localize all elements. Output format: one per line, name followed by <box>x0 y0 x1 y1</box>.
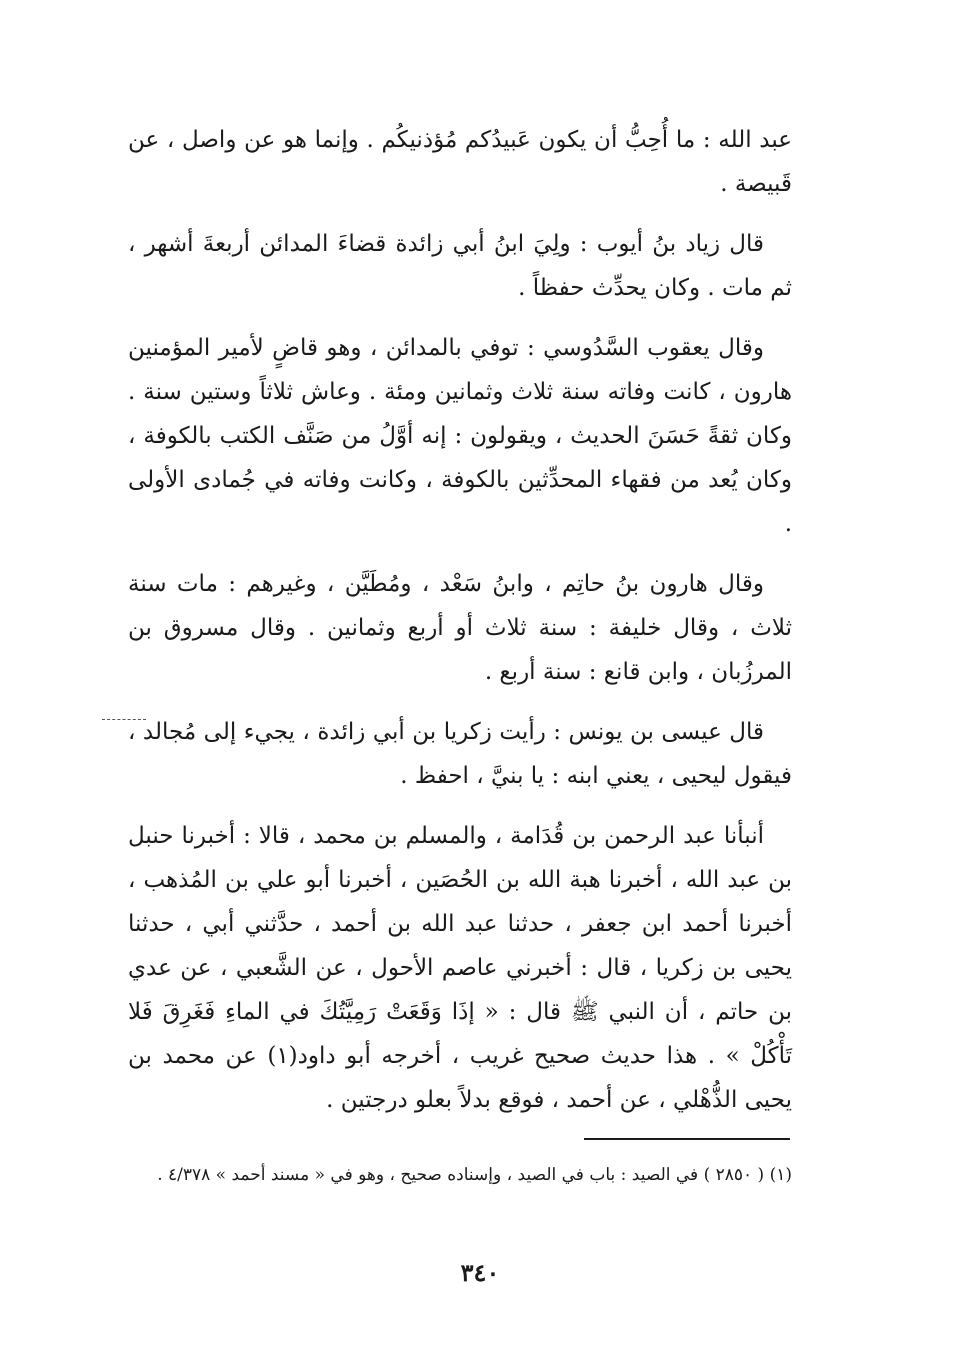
paragraph-1: عبد الله : ما أُحِبُّ أن يكون عَبيدُكم مُؤذنيكُم . وإنما هو عن واصل ، عن قَبيصة . <box>128 127 792 197</box>
paragraph-2: قال زياد بنُ أيوب : ولِيَ ابنُ أبي زائدة قضاءَ المدائن أربعةَ أشهر ، ثم مات . وكان يحدِّث حفظاً . <box>128 231 792 301</box>
paragraph-6: أنبأنا عبد الرحمن بن قُدَامة ، والمسلم بن محمد ، قالا : أخبرنا حنبل بن عبد الله ، أخبرنا هبة الله بن الحُصَين ، أخبرنا أبو علي بن المُذهب ، أخبرنا أحمد ابن جعفر ، حدثنا عبد الله بن أحمد ، حدَّثني أبي ، حدثنا يحيى بن زكريا ، قال : أخبرني عاصم الأحول ، عن الشَّعبي ، عن عدي بن حاتم ، أن النبي ﷺ قال : « إذَا وَقَعَتْ رَمِيَّتُكَ في الماءِ فَغَرِقَ فَلا تَأْكُلْ » . هذا حديث صحيح غريب ، أخرجه أبو داود(١) عن محمد بن يحيى الذُّهْلي ، عن أحمد ، فوقع بدلاً بعلو درجتين . <box>128 823 792 1113</box>
page-number: ٣٤٠ <box>460 1258 500 1287</box>
main-text <box>128 118 792 1138</box>
footnote-separator <box>584 1138 790 1140</box>
paragraph-3: وقال يعقوب السَّدُوسي : توفي بالمدائن ، وهو قاضٍ لأمير المؤمنين هارون ، كانت وفاته سنة ثلاث وثمانين ومئة . وعاش ثلاثاً وستين سنة . وكان ثقةً حَسَنَ الحديث ، ويقولون : إنه أوَّلُ من صَنَّف الكتب بالكوفة ، وكان يُعد من فقهاء المحدِّثين بالكوفة ، وكانت وفاته في جُمادى الأولى . <box>128 335 792 537</box>
margin-mark <box>102 719 146 721</box>
paragraph-5: قال عيسى بن يونس : رأيت زكريا بن أبي زائدة ، يجيء إلى مُجالد ، فيقول ليحيى ، يعني ابنه : يا بنيَّ ، احفظ . <box>128 719 792 789</box>
footnote: (١) ( ٢٨٥٠ ) في الصيد : باب في الصيد ، وإسناده صحيح ، وهو في « مسند أحمد » ٤/٣٧٨ . <box>157 1165 792 1185</box>
paragraph-4: وقال هارون بنُ حاتِم ، وابنُ سَعْد ، ومُطَيَّن ، وغيرهم : مات سنة ثلاث ، وقال خليفة : سنة ثلاث أو أربع وثمانين . وقال مسروق بن المرزُبان ، وابن قانع : سنة أربع . <box>128 571 792 685</box>
